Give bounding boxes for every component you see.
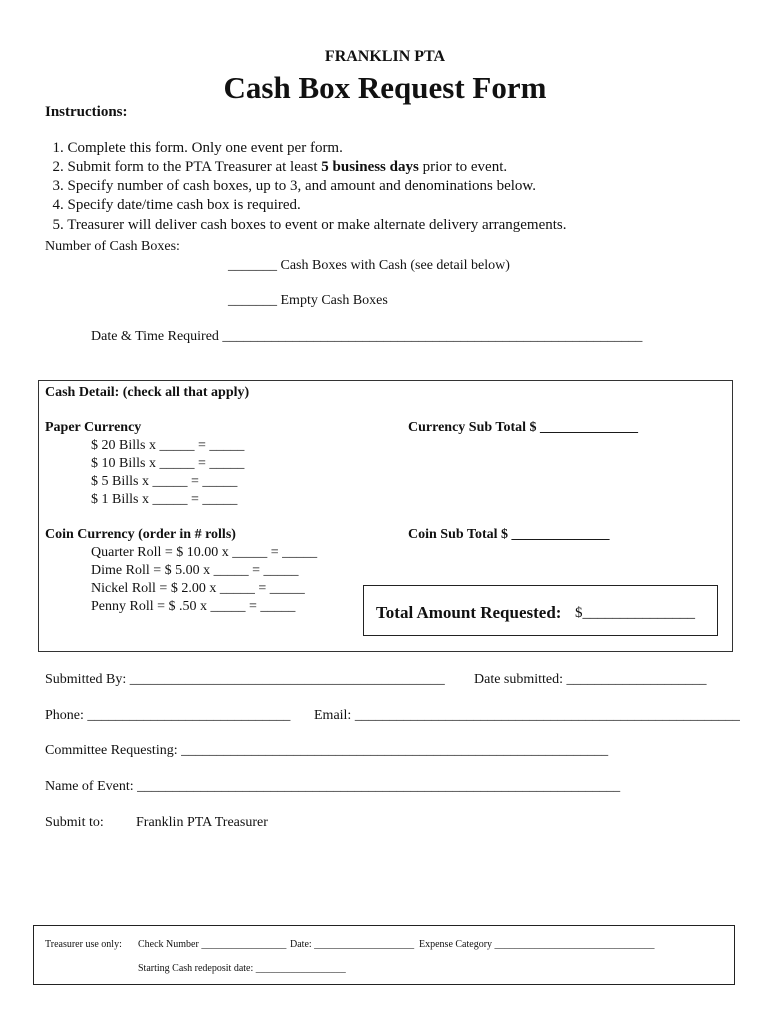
submit-to-value: Franklin PTA Treasurer (136, 815, 268, 830)
coin-currency-heading: Coin Currency (order in # rolls) (45, 527, 236, 542)
event-name-field[interactable]: Name of Event: _____________________________________________________________________ (45, 779, 621, 794)
cash-boxes-with-cash-field[interactable]: _______ Cash Boxes with Cash (see detail below) (228, 258, 510, 273)
nickel-roll-field[interactable]: Nickel Roll = $ 2.00 x _____ = _____ (91, 581, 305, 596)
paper-currency-heading: Paper Currency (45, 420, 142, 435)
starting-cash-redeposit-field[interactable]: Starting Cash redeposit date: __________________ (138, 963, 346, 974)
paper-bill-1-field[interactable]: $ 1 Bills x _____ = _____ (91, 492, 238, 507)
instruction-text: 2. Submit form to the PTA Treasurer at least (52, 159, 322, 175)
cash-detail-heading: Cash Detail: (check all that apply) (45, 385, 250, 400)
paper-bill-10-field[interactable]: $ 10 Bills x _____ = _____ (91, 456, 245, 471)
paper-bill-20-field[interactable]: $ 20 Bills x _____ = _____ (91, 438, 245, 453)
treasurer-date-field[interactable]: Date: ____________________ (290, 939, 415, 950)
coin-subtotal-field[interactable]: Coin Sub Total $ ______________ (408, 527, 610, 542)
check-number-field[interactable]: Check Number _________________ (138, 939, 287, 950)
treasurer-use-label: Treasurer use only: (45, 939, 122, 950)
total-amount-field[interactable]: $_______________ (575, 605, 695, 621)
submitted-by-field[interactable]: Submitted By: _____________________________________________ (45, 672, 445, 687)
expense-category-field[interactable]: Expense Category ________________________________ (419, 939, 655, 950)
phone-field[interactable]: Phone: _____________________________ (45, 708, 291, 723)
form-title: Cash Box Request Form (223, 70, 547, 105)
paper-bill-5-field[interactable]: $ 5 Bills x _____ = _____ (91, 474, 238, 489)
treasurer-use-box (33, 925, 735, 985)
currency-subtotal-field[interactable]: Currency Sub Total $ ______________ (408, 420, 638, 435)
instruction-text: 5. Treasurer will deliver cash boxes to event or make alternate delivery arrangements. (52, 217, 567, 233)
organization-name: FRANKLIN PTA (324, 48, 446, 65)
quarter-roll-field[interactable]: Quarter Roll = $ 10.00 x _____ = _____ (91, 545, 318, 560)
date-time-required-field[interactable]: Date & Time Required ____________________________________________________________ (91, 329, 643, 344)
number-of-boxes-label: Number of Cash Boxes: (45, 239, 180, 254)
instruction-emphasis: 5 business days (321, 159, 419, 175)
total-amount-label: Total Amount Requested: (376, 603, 562, 622)
instructions-heading: Instructions: (45, 104, 128, 120)
committee-requesting-field[interactable]: Committee Requesting: _____________________________________________________________ (45, 743, 609, 758)
instruction-text: 4. Specify date/time cash box is required. (52, 197, 301, 213)
email-field[interactable]: Email: _______________________________________________________ (314, 708, 740, 723)
instruction-text-end: prior to event. (418, 159, 508, 175)
instruction-text: 1. Complete this form. Only one event per form. (52, 140, 343, 156)
dime-roll-field[interactable]: Dime Roll = $ 5.00 x _____ = _____ (91, 563, 299, 578)
date-submitted-field[interactable]: Date submitted: ____________________ (474, 672, 707, 687)
instruction-text: 3. Specify number of cash boxes, up to 3, and amount and denominations below. (52, 178, 537, 194)
submit-to-label: Submit to: (45, 815, 104, 830)
empty-cash-boxes-field[interactable]: _______ Empty Cash Boxes (228, 293, 388, 308)
instruction-item-5 (45, 200, 566, 234)
penny-roll-field[interactable]: Penny Roll = $ .50 x _____ = _____ (91, 599, 296, 614)
